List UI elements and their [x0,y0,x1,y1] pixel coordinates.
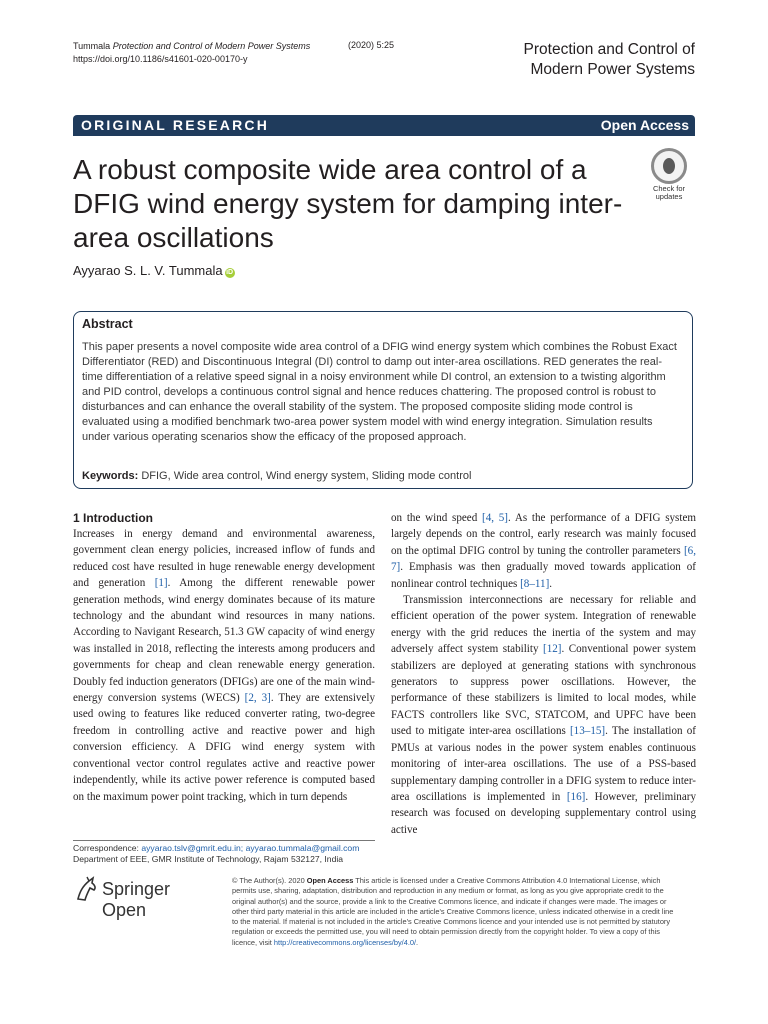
citation-link[interactable]: [6, 7] [391,544,696,574]
check-for-updates-icon [651,148,687,184]
text-run: . However, preliminary research was focused on developing supplementary control using active [391,790,696,836]
springer-brand: Springer [102,879,171,899]
text-run: on the wind speed [391,512,482,524]
body-column-right [391,510,696,838]
text-run: . [416,937,419,947]
header-year-volume: (2020) 5:25 [348,40,395,50]
text-run: Transmission interconnections are necessary for reliable and efficient operation of the power system. Integration of renewable energy with the grid reduces the inertia of the system and may adversely affect system stability [391,594,696,656]
open-access-bold: Open Access [306,876,354,885]
header-journal: Protection and Control of Modern Power Systems [112,41,311,51]
paragraph [73,526,375,805]
journal-name-line1: Protection and Control of [523,41,695,58]
correspondence-label: Correspondence: [73,843,142,853]
journal-name [435,40,695,80]
text-run: . Among the different renewable power generation methods, wind energy dominates because of its mature technology and the abundant wind resources in many nations. According to Navigant Research, 51.3 GW capacity of wind energy was installed in 2018, reflecting the interests among producers and governments for cheap and clean renewable energy generation. Doubly fed induction generators (DFIGs) are one of the main wind-energy conversion systems (WECS) [73,577,376,705]
header-doi[interactable]: https://doi.org/10.1186/s41601-020-00170-y [73,54,248,64]
correspondence-footnote [73,843,383,865]
citation-link[interactable]: [16] [566,790,586,803]
springer-open-word: Open [102,900,147,920]
abstract-box [73,311,693,489]
paragraph [391,510,696,592]
affiliation: Department of EEE, GMR Institute of Technology, Rajam 532127, India [73,854,344,864]
text-run: . [549,577,553,590]
citation-link[interactable]: [4, 5] [482,512,508,524]
header-author: Tummala [73,41,111,51]
license-link[interactable]: http://creativecommons.org/licenses/by/4.0/ [273,937,417,947]
text-run: . As the performance of a DFIG system largely depends on the control, early research was mainly focused on the optimal DFIG control by tuning the controller parameters [391,512,697,557]
citation-link[interactable]: [12] [543,643,562,656]
text-run: This article is licensed under a Creative Commons Attribution 4.0 International License, which permits use, sharing, adaptation, distribution and reproduction in any medium or format, as long as you give appropriate credit to the original author(s) and the source, provide a link to the Creative Commons licence, and indicate if changes were made. The images or other third party material in this article are included in the article's Creative Commons licence, unless indicated otherwise in a credit line to the material. If material is not included in the article's Creative Commons licence and your intended use is not permitted by statutory regulation or exceeds the permitted use, you will need to obtain permission directly from the copyright holder. To view a copy of this licence, visit [232,876,674,947]
keywords [82,470,471,482]
text-run: . Emphasis was then gradually moved towards application of nonlinear control techniques [391,561,696,590]
citation-link[interactable]: [13–15] [569,725,606,738]
text-run: Increases in energy demand and environmental awareness, government clean energy policies, increased inflow of funds and reduced cost have resulted in huge renewable energy development and generation [73,528,375,590]
text-run: © The Author(s). 2020 [232,876,307,885]
section-heading-introduction: 1 Introduction [73,511,153,525]
abstract-text: This paper presents a novel composite wide area control of a DFIG wind energy system which combines the Robust Exact Differentiator (RED) and Discontinuous Integral (DI) control to damp out inter-area oscillations. RED generates the real-time differentiation of a relative speed signal in a noisy environment while DI control, an extension to a twisting algorithm and PID control, develops a continuous control signal and hence reduces chattering. The proposed control is robust to disturbances and can enhance the overall stability of the system. The proposed composite sliding mode control is evaluated using a modified benchmark two-area power system model with wind energy integration. Simulation results under various operating scenarios show the efficacy of the proposed approach. [82,341,677,443]
abstract-heading: Abstract [82,317,133,331]
article-title: A robust composite wide area control of a DFIG wind energy system for damping inter-area oscillations [73,154,623,253]
citation-link[interactable]: [2, 3] [244,692,271,705]
check-for-updates-line1: Check for [652,184,686,193]
author-name[interactable]: Ayyarao S. L. V. Tummala [73,263,223,278]
check-for-updates-line2: updates [655,192,683,201]
open-access-label: Open Access [600,117,689,133]
paragraph [391,592,696,838]
body-column-left [73,510,375,805]
keywords-list: DFIG, Wide area control, Wind energy system, Sliding mode control [141,470,472,482]
correspondence-emails[interactable]: ayyarao.tslv@gmrit.edu.in; ayyarao.tummala@gmail.com [141,843,360,853]
springer-open-logo[interactable] [75,875,215,920]
springer-horse-icon [75,875,99,903]
text-run: . The installation of PMUs at various nodes in the power system enables continuous monitoring of inter-area oscillations. The use of a PSS-based supplementary damping controller in a DFIG system to reduce inter-area oscillations is implemented in [391,725,696,803]
orcid-icon[interactable]: iD [226,269,234,276]
text-run: . They are extensively used owing to features like reduced converter rating, two-degree freedom in controlling active and reactive power and high conversion efficiency. A DFIG wind energy system with conventional vector control regulates active and reactive power independently, while its active power reference is computed based on the maximum power point tracking, which in turn depends [73,692,375,803]
text-run: . Conventional power system stabilizers are deployed at generating stations with synchronous generators to suppress power oscillations. However, the performance of these stabilizers is limited to local modes, while FACTS controllers like SVC, STATCOM, and UPFC have been used to mitigate inter-area oscillations [391,643,696,738]
keywords-label: Keywords: [82,470,139,482]
journal-name-line2: Modern Power Systems [530,61,695,78]
running-header [73,40,310,66]
author-line [73,263,235,278]
citation-link[interactable]: [8–11] [520,577,550,590]
citation-link[interactable]: [1] [154,577,168,590]
license-notice [232,876,674,948]
check-for-updates-text [646,185,692,201]
article-type-banner [73,115,695,136]
footnote-divider [73,840,375,841]
check-for-updates-badge[interactable] [646,148,692,202]
article-type-label: ORIGINAL RESEARCH [81,117,270,133]
